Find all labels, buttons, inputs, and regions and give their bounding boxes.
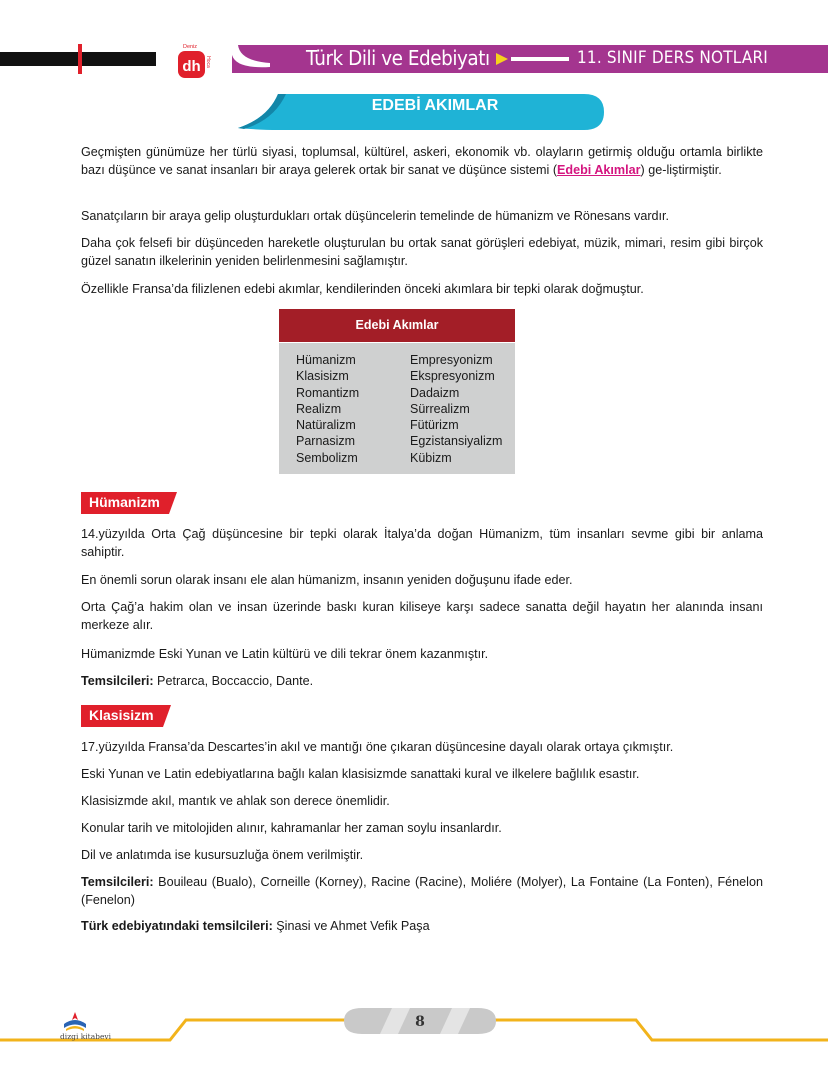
list-item: Romantizm bbox=[296, 385, 360, 400]
footer-decoration bbox=[0, 1000, 828, 1060]
movements-table bbox=[279, 343, 515, 474]
list-item: Sembolizm bbox=[296, 450, 358, 465]
list-item: Realizm bbox=[296, 401, 342, 416]
list-item: Dadaizm bbox=[410, 385, 460, 400]
header-title: Türk Dili ve Edebiyatı bbox=[306, 46, 490, 70]
edebi-akimlar-link[interactable]: Edebi Akımlar bbox=[557, 163, 641, 177]
klasisizm-paragraph-1: 17.yüzyılda Fransa’da Descartes’in akıl ve mantığı öne çıkaran düşüncesine dayalı olarak ortaya çıkmıştır. bbox=[81, 740, 674, 754]
header-swoosh bbox=[232, 45, 272, 73]
klasisizm-paragraph-4: Konular tarih ve mitolojiden alınır, kahramanlar her zaman soylu insanlardır. bbox=[81, 821, 502, 835]
humanizm-paragraph-4: Hümanizmde Eski Yunan ve Latin kültürü ve dili tekrar önem kazanmıştır. bbox=[81, 647, 489, 661]
intro-paragraph-3: Daha çok felsefi bir düşünceden hareketle oluşturulan bu ortak sanat görüşleri edebiyat, müzik, mimari, resim gibi birçok güzel sanatın ilkelerinin yeniden belirlenmesini sağlamıştır. bbox=[81, 236, 763, 268]
klasisizm-turkish-representatives: Türk edebiyatındaki temsilcileri: Şinasi ve Ahmet Vefik Paşa bbox=[81, 919, 430, 933]
section-title: EDEBİ AKIMLAR bbox=[371, 97, 499, 114]
list-item: Ekspresyonizm bbox=[410, 369, 495, 384]
table-header: Edebi Akımlar bbox=[279, 309, 515, 342]
header-divider-line bbox=[511, 57, 569, 61]
humanizm-paragraph-2: En önemli sorun olarak insanı ele alan hümanizm, insanın yeniden doğuşunu ifade eder. bbox=[81, 573, 573, 587]
klasisizm-paragraph-5: Dil ve anlatımda ise kusursuzluğa önem verilmiştir. bbox=[81, 848, 364, 862]
list-item: Fütürizm bbox=[410, 418, 459, 433]
list-item: Sürrealizm bbox=[410, 401, 470, 416]
intro-paragraph-2: Sanatçıların bir araya gelip oluşturdukları ortak düşüncelerin temelinde de hümanizm ve Rönesans vardır. bbox=[81, 209, 670, 223]
list-item: Hümanizm bbox=[296, 353, 356, 367]
svg-text:Deniz: Deniz bbox=[182, 44, 198, 50]
klasisizm-tag: Klasisizm bbox=[81, 705, 171, 727]
brand-logo bbox=[176, 42, 210, 80]
humanizm-tag: Hümanizm bbox=[81, 492, 177, 514]
list-item: Kübizm bbox=[410, 450, 452, 465]
klasisizm-representatives: Temsilcileri: Bouileau (Bualo), Corneille (Korney), Racine (Racine), Moliére (Molyer), La Fontaine (La Fonten), Fénelon (Fenelon) bbox=[81, 875, 763, 907]
table-column-2 bbox=[410, 352, 502, 466]
humanizm-representatives: Temsilcileri: Petrarca, Boccaccio, Dante. bbox=[81, 674, 314, 688]
klasisizm-paragraph-2: Eski Yunan ve Latin edebiyatlarına bağlı kalan klasisizmde sanattaki kural ve ilkelere bağlılık esastır. bbox=[81, 767, 640, 781]
list-item: Parnasizm bbox=[296, 434, 356, 449]
svg-text:Hoca: Hoca bbox=[205, 56, 211, 68]
humanizm-paragraph-1: 14.yüzyılda Orta Çağ düşüncesine bir tepki olarak İtalya’da doğan Hümanizm, tüm insanları sevme gibi bir anlama sahiptir. bbox=[81, 527, 763, 559]
klasisizm-paragraph-3: Klasisizmde akıl, mantık ve ahlak son derece önemlidir. bbox=[81, 794, 390, 808]
play-arrow-icon bbox=[496, 53, 508, 65]
intro-paragraph-1: Geçmişten günümüze her türlü siyasi, toplumsal, kültürel, askeri, ekonomik vb. olayların getirmiş olduğu ortamla birlikte bazı düşünce ve sanat insanları bir araya gelerek ortak bir sanat ve düşünce sistemi (Edebi Akımlar) ge-liştirmiştir. bbox=[81, 145, 763, 177]
list-item: Egzistansiyalizm bbox=[410, 434, 503, 449]
table-column-1 bbox=[296, 352, 359, 466]
header-red-marker bbox=[78, 44, 82, 74]
list-item: Klasisizm bbox=[296, 369, 349, 384]
intro-paragraph-4: Özellikle Fransa’da filizlenen edebi akımlar, kendilerinden önceki akımlara bir tepki olarak doğmuştur. bbox=[81, 282, 644, 296]
page-number: 8 bbox=[415, 1014, 425, 1030]
header-subtitle: 11. SINIF DERS NOTLARI bbox=[577, 48, 768, 68]
publisher-name: dizgi kitabevi bbox=[60, 1032, 112, 1041]
publisher-logo-icon bbox=[62, 1010, 88, 1032]
list-item: Natüralizm bbox=[296, 418, 356, 433]
logo-text: dh bbox=[182, 58, 201, 75]
humanizm-paragraph-3: Orta Çağ’a hakim olan ve insan üzerinde baskı kuran kiliseye karşı sadece sanatta değil hayatın her alanında insanı merkeze alır. bbox=[81, 600, 763, 632]
list-item: Empresyonizm bbox=[410, 353, 493, 367]
